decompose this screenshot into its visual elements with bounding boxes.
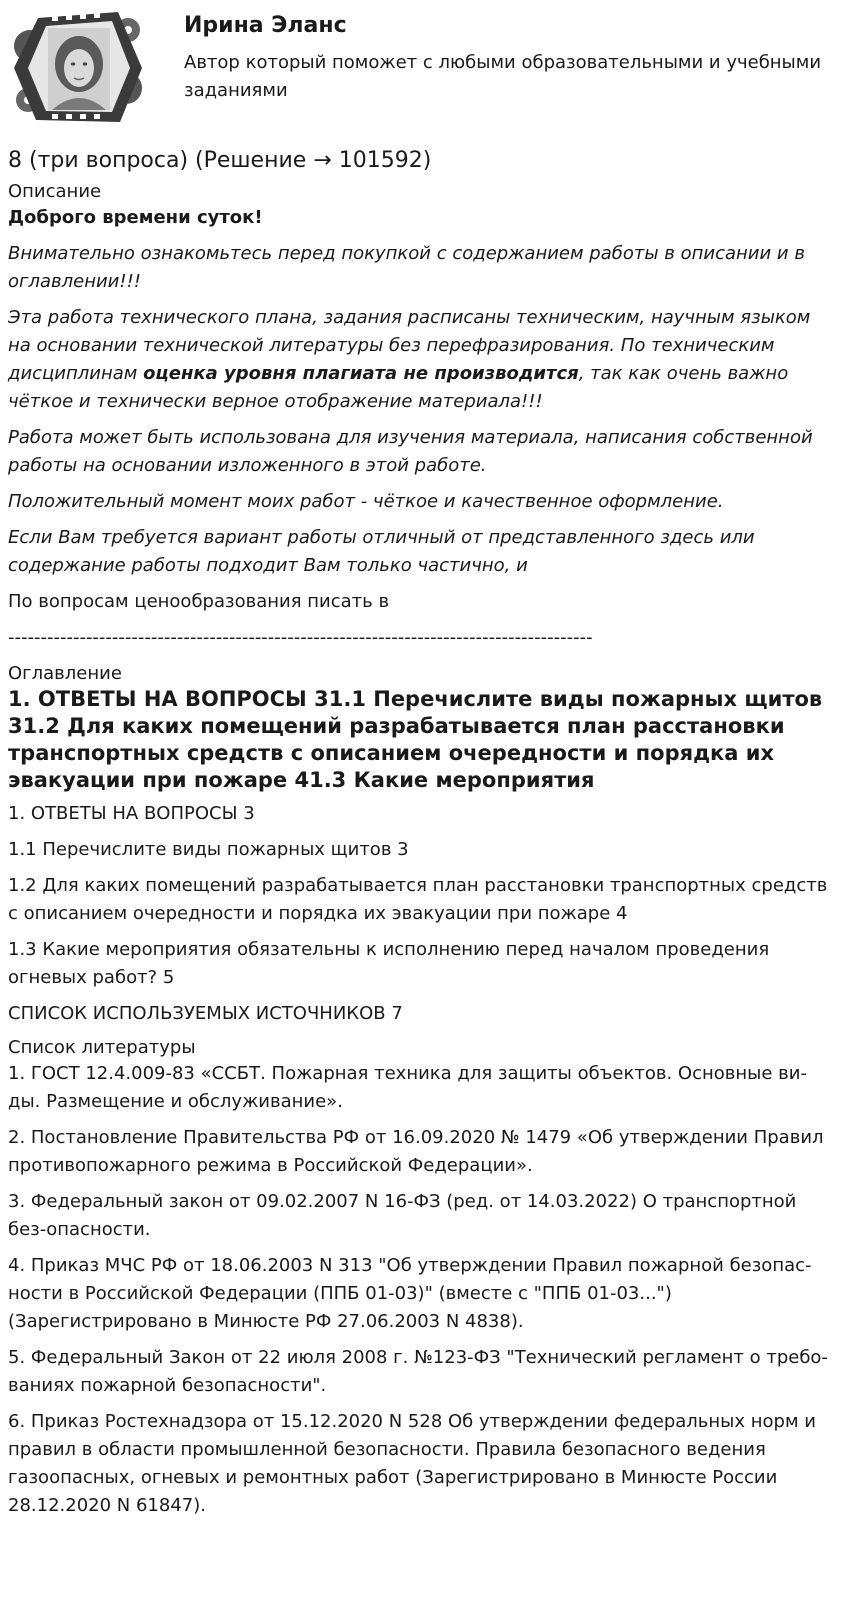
reference-item: 1. ГОСТ 12.4.009-83 «ССБТ. Пожарная техника для защиты объектов. Основные ви-ды. Размещение и обслуживание». — [8, 1063, 807, 1112]
document-content — [8, 146, 838, 1528]
toc-heading: 1. ОТВЕТЫ НА ВОПРОСЫ 31.1 Перечислите виды пожарных щитов 31.2 Для каких помещений разрабатывается план расстановки транспортных средств с описанием очередности и порядка их эвакуации при пожаре 41.3 Какие мероприятия — [8, 687, 823, 792]
description-paragraph: Если Вам требуется вариант работы отличный от представленного здесь или содержание работы подходит Вам только частично, и — [8, 527, 755, 576]
description-paragraph: Положительный момент моих работ - чёткое и качественное оформление. — [8, 491, 724, 512]
reference-item: 4. Приказ МЧС РФ от 18.06.2003 N 313 "Об утверждении Правил пожарной безопас-ности в Российской Федерации (ППБ 01-03)" (вместе с "ППБ 01-03...") (Зарегистрировано в Минюсте РФ 27.06.2003 N 4838). — [8, 1255, 812, 1332]
greeting: Доброго времени суток! — [8, 207, 263, 228]
toc-item: 1. ОТВЕТЫ НА ВОПРОСЫ 3 — [8, 803, 255, 824]
toc-item: 1.2 Для каких помещений разрабатывается план расстановки транспортных средств с описанием очередности и порядка их эвакуации при пожаре 4 — [8, 875, 828, 924]
toc-item: СПИСОК ИСПОЛЬЗУЕМЫХ ИСТОЧНИКОВ 7 — [8, 1003, 403, 1024]
reference-item: 3. Федеральный закон от 09.02.2007 N 16-ФЗ (ред. от 14.03.2022) О транспортной без-опасности. — [8, 1191, 797, 1240]
avatar-image — [8, 8, 148, 126]
description-paragraph — [8, 304, 838, 416]
description-label: Описание — [8, 181, 102, 202]
divider: ------------------------------------------------------------------------------------------ — [8, 627, 593, 648]
document-title: 8 (три вопроса) (Решение → 101592) — [8, 148, 432, 173]
avatar — [8, 8, 148, 126]
paragraph-text: Эта работа технического плана, задания расписаны техническим, научным языком на основании технической литературы без перефразирования. По техническим дисциплинам — [8, 307, 811, 384]
reference-item: 6. Приказ Ростехнадзора от 15.12.2020 N 528 Об утверждении федеральных норм и правил в области промышленной безопасности. Правила безопасного ведения газоопасных, огневых и ремонтных работ (Зарегистрировано в Минюсте России 28.12.2020 N 61847). — [8, 1411, 816, 1516]
description-paragraph: Работа может быть использована для изучения материала, написания собственной работы на основании изложенного в этой работе. — [8, 427, 813, 476]
author-header — [0, 0, 847, 140]
plagiarism-note: оценка уровня плагиата не производится — [143, 363, 579, 384]
paragraph-text: , так как очень важно чёткое и технически верное отображение материала!!! — [8, 363, 789, 412]
pricing-note: По вопросам ценообразования писать в — [8, 591, 390, 612]
toc-label: Оглавление — [8, 663, 122, 684]
reference-item: 5. Федеральный Закон от 22 июля 2008 г. №123-ФЗ "Технический регламент о требо-ваниях пожарной безопасности". — [8, 1347, 828, 1396]
author-name: Ирина Эланс — [184, 13, 347, 38]
author-description: Автор который поможет с любыми образовательными и учебными заданиями — [184, 52, 822, 101]
references-label: Список литературы — [8, 1037, 196, 1058]
toc-item: 1.3 Какие мероприятия обязательны к исполнению перед началом проведения огневых работ? 5 — [8, 939, 770, 988]
description-paragraph: Внимательно ознакомьтесь перед покупкой с содержанием работы в описании и в оглавлении!!! — [8, 243, 805, 292]
reference-item: 2. Постановление Правительства РФ от 16.09.2020 № 1479 «Об утверждении Правил противопожарного режима в Российской Федерации». — [8, 1127, 824, 1176]
toc-item: 1.1 Перечислите виды пожарных щитов 3 — [8, 839, 409, 860]
